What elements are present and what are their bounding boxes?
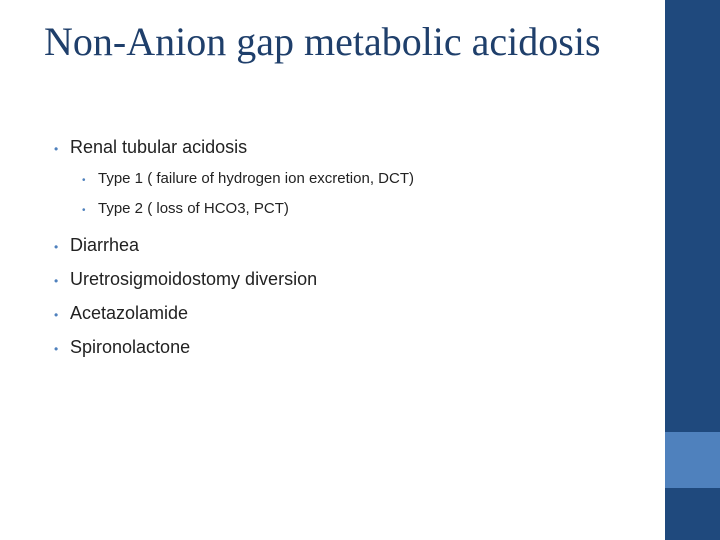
- bullet-icon: •: [82, 205, 86, 216]
- bullet-text: Uretrosigmoidostomy diversion: [70, 269, 318, 289]
- bullet-icon: •: [82, 175, 86, 186]
- sub-bullet-list: [54, 165, 654, 225]
- bullet-list: [54, 131, 654, 365]
- sub-bullet-item-type-1: [82, 165, 654, 195]
- bullet-text: Diarrhea: [70, 235, 140, 255]
- bullet-item-spironolactone: [54, 331, 654, 365]
- bullet-icon: •: [54, 274, 59, 288]
- sub-bullet-item-type-2: [82, 195, 654, 225]
- bullet-icon: •: [54, 308, 59, 322]
- bullet-item-uretrosigmoidostomy: [54, 263, 654, 297]
- bullet-text: Spironolactone: [70, 337, 191, 357]
- bullet-text: Renal tubular acidosis: [70, 137, 248, 157]
- slide-title: Non-Anion gap metabolic acidosis: [44, 19, 601, 64]
- sidebar-accent-block: [665, 432, 720, 488]
- sidebar-bottom-block: [665, 488, 720, 540]
- sub-bullet-text: Type 2 ( loss of HCO3, PCT): [98, 200, 289, 217]
- bullet-item-renal-tubular-acidosis: [54, 131, 654, 165]
- sidebar-top-block: [665, 0, 720, 432]
- bullet-icon: •: [54, 240, 59, 254]
- bullet-icon: •: [54, 142, 59, 156]
- sub-bullet-text: Type 1 ( failure of hydrogen ion excretion, DCT): [98, 170, 414, 187]
- bullet-icon: •: [54, 342, 59, 356]
- bullet-item-diarrhea: [54, 229, 654, 263]
- bullet-text: Acetazolamide: [70, 303, 189, 323]
- bullet-item-acetazolamide: [54, 297, 654, 331]
- sidebar-decoration: [665, 0, 720, 540]
